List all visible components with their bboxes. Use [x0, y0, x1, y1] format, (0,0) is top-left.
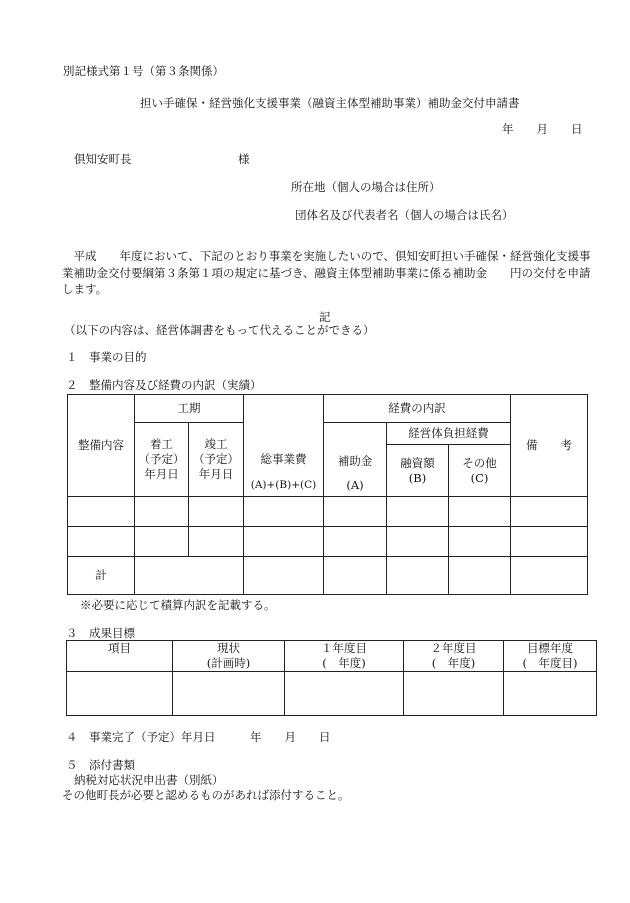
header-remarks: 備 考: [511, 395, 588, 497]
table-cell[interactable]: [511, 527, 588, 557]
header-current-line2: (計画時): [206, 655, 251, 670]
header-year1-line2: ( 年度): [322, 655, 366, 670]
table-row: [68, 497, 588, 527]
header-start-line1: 着工: [150, 437, 173, 452]
header-loan: [387, 445, 449, 497]
header-target-line2: ( 年度目): [522, 655, 578, 670]
header-target: [504, 641, 597, 672]
header-current-line1: 現状: [217, 641, 240, 655]
table-row: [67, 671, 597, 715]
header-end-line1: 竣工: [204, 437, 228, 452]
table-cell[interactable]: [68, 497, 135, 527]
header-loan-code: (B): [408, 470, 427, 485]
section-4-completion-date: ４ 事業完了（予定）年月日 年 月 日: [66, 730, 331, 744]
header-loan-label: 融資額: [400, 455, 435, 470]
table-cell[interactable]: [324, 527, 387, 557]
table-cell[interactable]: [387, 557, 449, 595]
attachment-item-2: その他町長が必要と認めるものがあれば添付すること。: [62, 788, 350, 802]
table-cell[interactable]: [189, 497, 244, 527]
header-year2: [404, 641, 504, 672]
header-breakdown: 経費の内訳: [324, 395, 511, 423]
header-year2-line1: ２年度目: [430, 641, 477, 655]
table-cell[interactable]: [324, 497, 387, 527]
table-cell[interactable]: [404, 671, 504, 715]
header-burden: 経営体負担経費: [387, 423, 511, 445]
date-line: 年 月 日: [502, 122, 583, 136]
ki-note: （以下の内容は、経営体調書をもって代えることができる）: [64, 323, 375, 337]
ki-heading: 記: [319, 310, 331, 324]
table-cell[interactable]: [387, 497, 449, 527]
header-target-line1: 目標年度: [527, 641, 573, 655]
table-cell[interactable]: [449, 497, 511, 527]
header-end-line3: 年月日: [198, 466, 234, 481]
applicant-name-label: 団体名及び代表者名（個人の場合は氏名）: [295, 208, 514, 222]
table-cell[interactable]: [324, 557, 387, 595]
table-cell[interactable]: [285, 671, 404, 715]
total-row: [68, 557, 588, 595]
performance-target-table: [66, 640, 597, 716]
table-cell[interactable]: [189, 527, 244, 557]
honorific: 様: [238, 152, 250, 166]
table-cell[interactable]: [244, 557, 324, 595]
header-period: 工期: [135, 395, 244, 423]
header-item: 項目: [67, 641, 173, 672]
header-year2-line2: ( 年度): [431, 655, 476, 670]
header-other-code: (C): [470, 470, 489, 485]
header-start-line2: （予定）: [138, 452, 185, 467]
section-5-heading: ５ 添付書類: [66, 758, 135, 772]
header-start-line3: 年月日: [144, 466, 179, 481]
section-2-heading: ２ 整備内容及び経費の内訳（実績）: [66, 378, 262, 392]
section-1-purpose: １ 事業の目的: [66, 350, 147, 364]
header-other-label: その他: [462, 455, 497, 470]
table-cell[interactable]: [387, 527, 449, 557]
header-other: [449, 445, 511, 497]
expense-breakdown-table: [67, 394, 588, 595]
table-cell[interactable]: [449, 527, 511, 557]
application-body-text: 平成 年度において、下記のとおり事業を実施したいので、倶知安町担い手確保・経営強化支援事業補助金交付要綱第３条第１項の規定に基づき、融資主体型補助事業に係る補助金 円の交付を申請します。: [62, 249, 591, 297]
table-cell[interactable]: [244, 497, 324, 527]
address-label: 所在地（個人の場合は住所）: [291, 180, 441, 194]
header-subsidy: [324, 423, 387, 497]
header-content: 整備内容: [68, 395, 135, 497]
table-cell[interactable]: [504, 671, 597, 715]
section-3-heading: ３ 成果目標: [66, 626, 135, 640]
header-subsidy-code: (A): [346, 478, 364, 493]
table-row: [68, 527, 588, 557]
attachment-item-1: 納税対応状況申出書（別紙）: [74, 773, 224, 787]
table-cell[interactable]: [173, 671, 285, 715]
document-title: 担い手確保・経営強化支援事業（融資主体型補助事業）補助金交付申請書: [140, 96, 520, 110]
table-cell[interactable]: [511, 557, 588, 595]
header-year1-line1: １年度目: [321, 641, 367, 655]
table-cell[interactable]: [135, 527, 189, 557]
header-subsidy-label: 補助金: [337, 454, 373, 469]
table-cell[interactable]: [68, 527, 135, 557]
header-year1: [285, 641, 404, 672]
table-cell[interactable]: [511, 497, 588, 527]
header-end-date: [189, 423, 244, 497]
table-cell[interactable]: [135, 497, 189, 527]
table-cell[interactable]: [135, 557, 244, 595]
header-total-formula: (A)+(B)+(C): [250, 479, 317, 492]
total-row-label: 計: [68, 557, 135, 595]
table-cell[interactable]: [244, 527, 324, 557]
header-start-date: [135, 423, 189, 497]
table-cell[interactable]: [449, 557, 511, 595]
table-cell[interactable]: [67, 671, 173, 715]
addressee: 倶知安町長: [74, 152, 132, 166]
header-current: [173, 641, 285, 672]
header-end-line2: （予定）: [193, 452, 239, 467]
form-reference: 別記様式第１号（第３条関係）: [63, 64, 224, 78]
header-total-label: 総事業費: [260, 452, 307, 467]
table-note: ※必要に応じて積算内訳を記載する。: [80, 598, 276, 612]
header-total: [244, 395, 324, 497]
